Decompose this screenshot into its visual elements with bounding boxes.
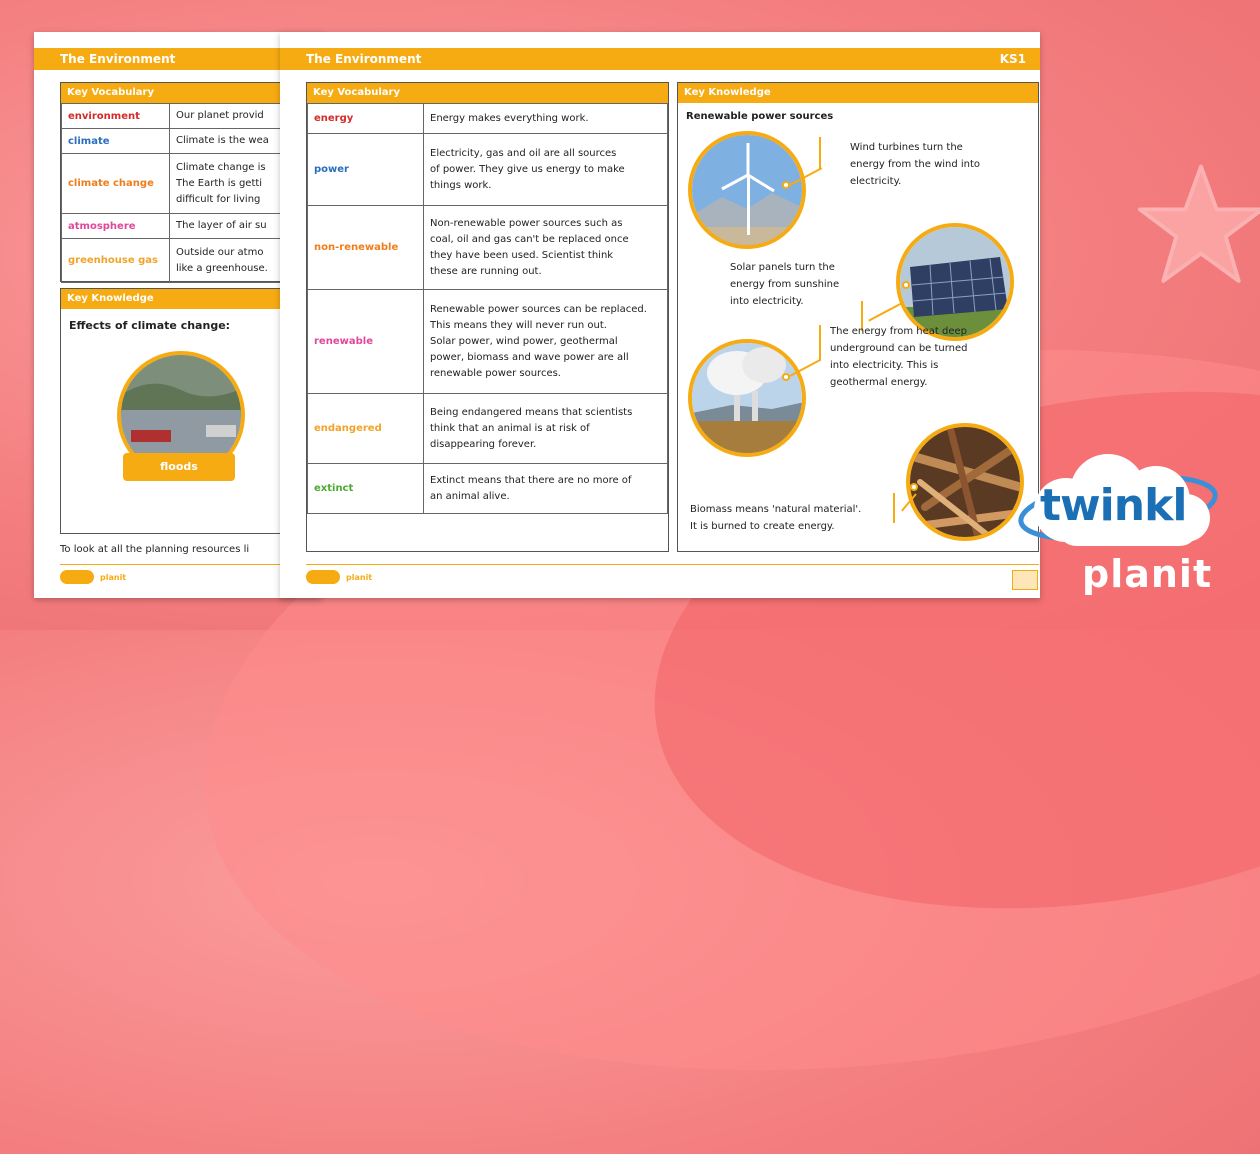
term-climate: climate — [62, 129, 170, 154]
definition — [424, 464, 668, 514]
renewable-title: Renewable power sources — [686, 111, 834, 122]
caption-line: It is burned to create energy. — [690, 521, 835, 532]
wind-turbine-photo — [688, 131, 806, 249]
definition-line: renewable power sources. — [430, 367, 561, 379]
twinkl-logo-text: twinkl — [1040, 480, 1187, 531]
definition-line: Climate change is — [176, 161, 266, 173]
definition-line: Being endangered means that scientists — [430, 406, 633, 418]
front-sheet — [280, 32, 1040, 598]
twinkl-mini-logo — [306, 570, 340, 584]
definition-line: they have been used. Scientist think — [430, 249, 614, 261]
caption-line: The energy from heat deep — [830, 326, 967, 337]
table-row — [308, 104, 668, 134]
caption-line: energy from the wind into — [850, 159, 981, 170]
definition-line: difficult for living — [176, 193, 261, 205]
badge-icon — [1012, 570, 1038, 590]
back-title-bar — [34, 48, 322, 70]
table-row — [308, 134, 668, 206]
twinkl-mini-logo — [60, 570, 94, 584]
term-climate-change: climate change — [62, 154, 170, 214]
footer-divider — [306, 564, 1039, 565]
definition-line: Energy makes everything work. — [430, 112, 589, 124]
caption-line: energy from sunshine — [730, 279, 840, 290]
biomass-caption — [690, 501, 861, 535]
front-vocab-table — [307, 103, 668, 514]
back-title: The Environment — [60, 52, 176, 66]
biomass-photo — [906, 423, 1024, 541]
connector-dot — [902, 281, 910, 289]
front-vocab-header: Key Vocabulary — [307, 83, 668, 103]
connector-line — [819, 325, 821, 361]
definition: Climate is the wea — [170, 129, 321, 154]
effects-title: Effects of climate change: — [69, 319, 231, 332]
connector-line — [819, 137, 821, 169]
connector-line — [893, 493, 895, 523]
back-knowledge-header: Key Knowledge — [61, 289, 321, 309]
definition-line: disappearing forever. — [430, 438, 537, 450]
term-energy: energy — [308, 104, 424, 134]
back-sheet — [34, 32, 322, 598]
definition-line: think that an animal is at risk of — [430, 422, 590, 434]
caption-line: into electricity. — [730, 296, 804, 307]
definition-line: Outside our atmo — [176, 246, 264, 258]
caption-line: underground can be turned — [830, 343, 968, 354]
term-renewable: renewable — [308, 290, 424, 394]
planit-mini-logo: planit — [346, 573, 373, 582]
caption-line: Wind turbines turn the — [850, 142, 963, 153]
term-greenhouse-gas: greenhouse gas — [62, 239, 170, 283]
planit-mini-logo: planit — [100, 573, 127, 582]
caption-line: Solar panels turn the — [730, 262, 835, 273]
definition — [424, 394, 668, 464]
table-row — [308, 464, 668, 514]
definition — [424, 290, 668, 394]
definition-line: The Earth is getti — [176, 177, 263, 189]
term-extinct: extinct — [308, 464, 424, 514]
definition-line: an animal alive. — [430, 490, 510, 502]
definition-line: power, biomass and wave power are all — [430, 351, 629, 363]
table-row — [308, 290, 668, 394]
definition-line: Extinct means that there are no more of — [430, 474, 632, 486]
definition-line: Renewable power sources can be replaced. — [430, 303, 647, 315]
connector-line — [868, 301, 904, 322]
table-row — [308, 394, 668, 464]
caption-line: geothermal energy. — [830, 377, 928, 388]
term-non-renewable: non-renewable — [308, 206, 424, 290]
definition: Our planet provid — [170, 104, 321, 129]
front-knowledge-header: Key Knowledge — [678, 83, 1038, 103]
definition-line: Electricity, gas and oil are all sources — [430, 147, 617, 159]
definition — [424, 104, 668, 134]
definition-line: coal, oil and gas can't be replaced once — [430, 233, 629, 245]
term-endangered: endangered — [308, 394, 424, 464]
term-power: power — [308, 134, 424, 206]
planit-logo-text: planit — [1082, 552, 1213, 596]
back-footer-text: To look at all the planning resources li — [60, 544, 250, 555]
definition-line: of power. They give us energy to make — [430, 163, 625, 175]
term-atmosphere: atmosphere — [62, 214, 170, 239]
front-vocab-panel — [306, 82, 669, 552]
front-title-bar — [280, 48, 1040, 70]
definition — [424, 206, 668, 290]
connector-dot — [910, 483, 918, 491]
wind-caption — [850, 139, 980, 190]
solar-caption — [730, 259, 839, 310]
star-icon — [1136, 160, 1260, 290]
definition-line: these are running out. — [430, 265, 542, 277]
definition: The layer of air su — [170, 214, 321, 239]
floods-label: floods — [123, 453, 235, 481]
connector-dot — [782, 181, 790, 189]
caption-line: into electricity. This is — [830, 360, 939, 371]
caption-line: electricity. — [850, 176, 902, 187]
geothermal-caption — [830, 323, 968, 391]
table-row — [308, 206, 668, 290]
front-knowledge-panel — [677, 82, 1039, 552]
back-vocab-header: Key Vocabulary — [61, 83, 321, 103]
definition-line: Solar power, wind power, geothermal — [430, 335, 618, 347]
term-environment: environment — [62, 104, 170, 129]
definition-line: Non-renewable power sources such as — [430, 217, 623, 229]
definition-line: This means they will never run out. — [430, 319, 607, 331]
geothermal-photo — [688, 339, 806, 457]
caption-line: Biomass means 'natural material'. — [690, 504, 862, 515]
key-stage: KS1 — [999, 52, 1026, 66]
definition-line: like a greenhouse. — [176, 262, 268, 274]
definition — [424, 134, 668, 206]
definition-line: things work. — [430, 179, 492, 191]
front-title: The Environment — [306, 52, 422, 66]
